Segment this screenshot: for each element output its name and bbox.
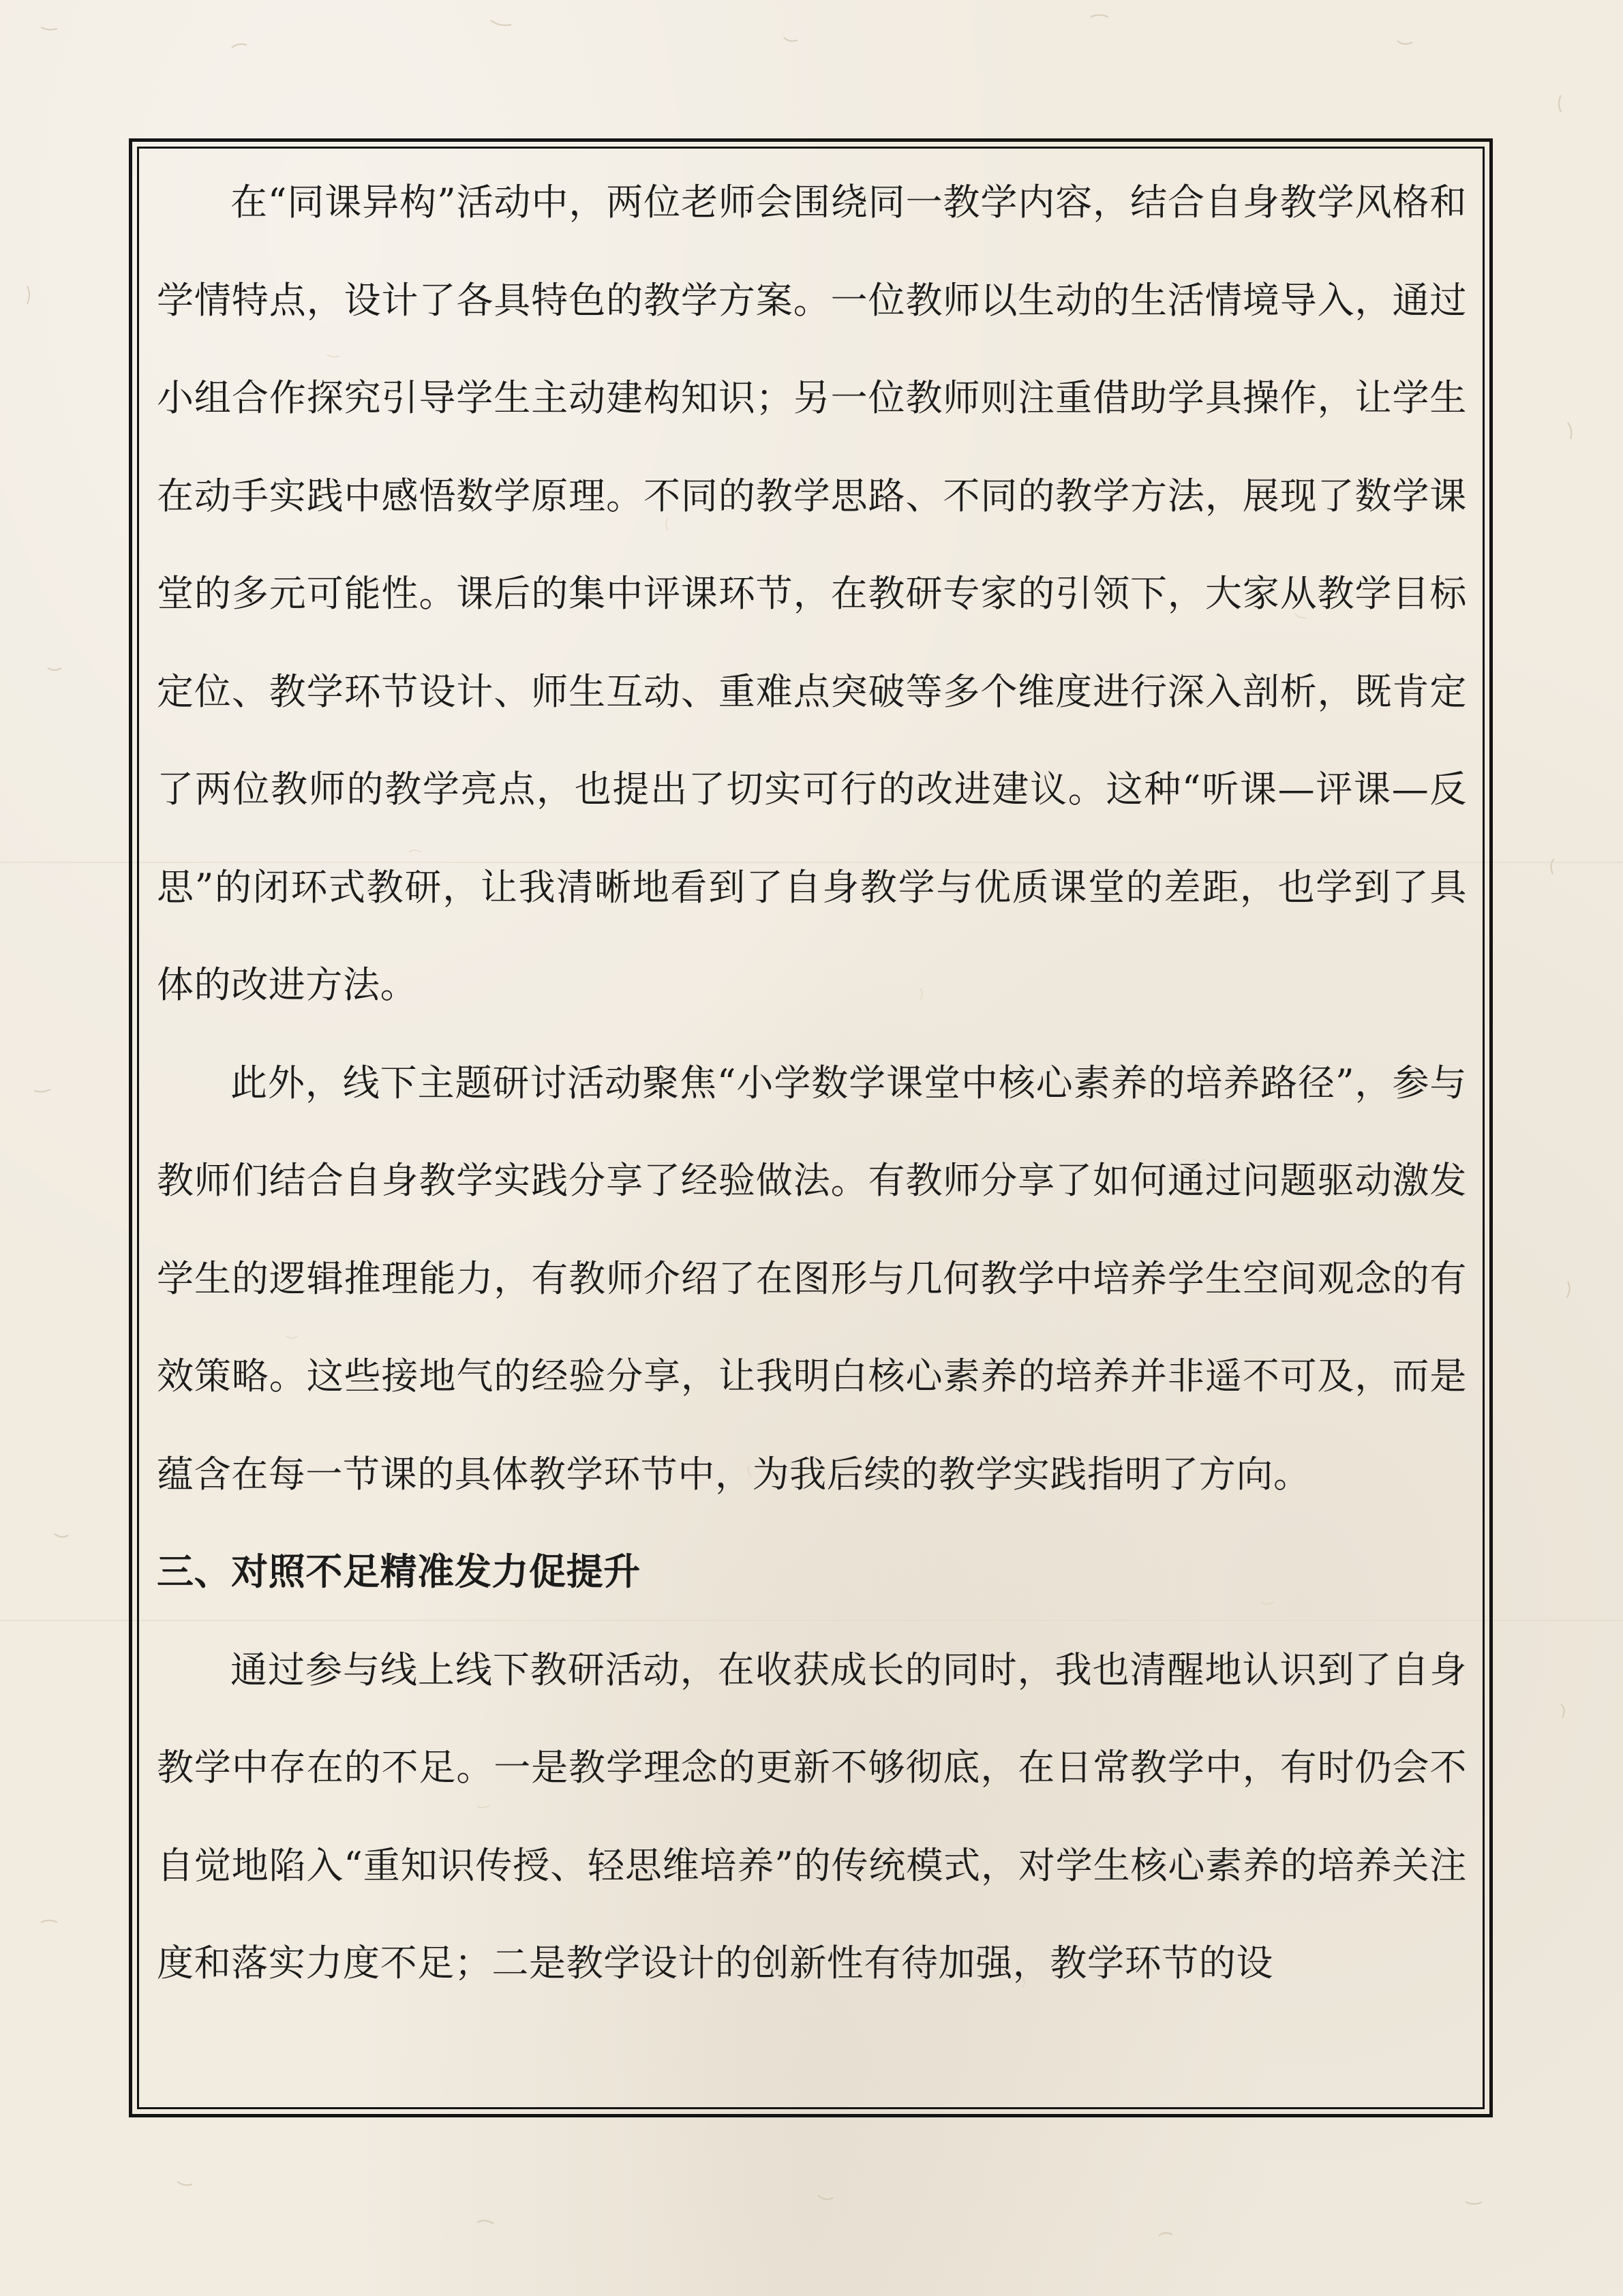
body-paragraph: 通过参与线上线下教研活动，在收获成长的同时，我也清醒地认识到了自身教学中存在的不足。一是教学理念的更新不够彻底，在日常教学中，有时仍会不自觉地陷入“重知识传授、轻思维培养”的传统模式，对学生核心素养的培养关注度和落实力度不足；二是教学设计的创新性有待加强，教学环节的设 <box>157 1648 1467 1984</box>
document-body <box>157 153 1467 2012</box>
section-heading: 三、对照不足精准发力促提升 <box>157 1550 641 1593</box>
body-paragraph: 此外，线下主题研讨活动聚焦“小学数学课堂中核心素养的培养路径”，参与教师们结合自身教学实践分享了经验做法。有教师分享了如何通过问题驱动激发学生的逻辑推理能力，有教师介绍了在图形与几何教学中培养学生空间观念的有效策略。这些接地气的经验分享，让我明白核心素养的培养并非遥不可及，而是蕴含在每一节课的具体教学环节中，为我后续的教学实践指明了方向。 <box>157 1061 1467 1496</box>
body-paragraph: 在“同课异构”活动中，两位老师会围绕同一教学内容，结合自身教学风格和学情特点，设计了各具特色的教学方案。一位教师以生动的生活情境导入，通过小组合作探究引导学生主动建构知识；另一位教师则注重借助学具操作，让学生在动手实践中感悟数学原理。不同的教学思路、不同的教学方法，展现了数学课堂的多元可能性。课后的集中评课环节，在教研专家的引领下，大家从教学目标定位、教学环节设计、师生互动、重难点突破等多个维度进行深入剖析，既肯定了两位教师的教学亮点，也提出了切实可行的改进建议。这种“听课—评课—反思”的闭环式教研，让我清晰地看到了自身教学与优质课堂的差距，也学到了具体的改进方法。 <box>157 181 1467 1006</box>
